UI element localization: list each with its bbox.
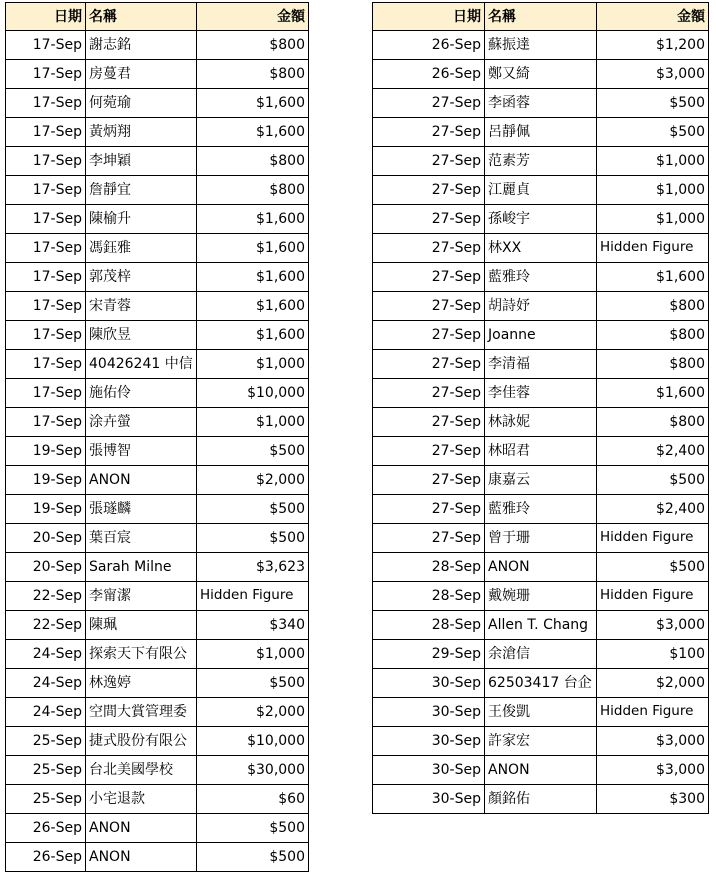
date-cell[interactable]: 27-Sep bbox=[373, 176, 485, 205]
date-cell[interactable]: 27-Sep bbox=[373, 437, 485, 466]
name-cell[interactable]: 張博智 bbox=[86, 437, 197, 466]
date-cell[interactable]: 20-Sep bbox=[6, 553, 86, 582]
name-cell[interactable]: 范素芳 bbox=[485, 147, 597, 176]
table-row bbox=[6, 89, 309, 118]
table-row bbox=[6, 437, 309, 466]
name-cell[interactable]: ANON bbox=[86, 814, 197, 843]
name-cell[interactable]: 蘇振達 bbox=[485, 31, 597, 60]
date-cell[interactable]: 27-Sep bbox=[373, 205, 485, 234]
name-cell[interactable]: 施佑伶 bbox=[86, 379, 197, 408]
name-cell[interactable]: 林昭君 bbox=[485, 437, 597, 466]
table-row bbox=[6, 640, 309, 669]
name-cell[interactable]: 王俊凱 bbox=[485, 698, 597, 727]
name-cell[interactable]: 台北美國學校 bbox=[86, 756, 197, 785]
date-cell[interactable]: 27-Sep bbox=[373, 466, 485, 495]
amount-cell[interactable]: $500 bbox=[197, 495, 309, 524]
amount-cell[interactable]: $2,400 bbox=[597, 495, 709, 524]
name-cell[interactable]: 張璲麟 bbox=[86, 495, 197, 524]
amount-cell[interactable]: $10,000 bbox=[197, 379, 309, 408]
amount-cell[interactable]: $2,000 bbox=[197, 466, 309, 495]
name-cell[interactable]: 涂卉螢 bbox=[86, 408, 197, 437]
name-cell[interactable]: 江麗貞 bbox=[485, 176, 597, 205]
date-cell[interactable]: 26-Sep bbox=[373, 31, 485, 60]
name-cell[interactable]: Sarah Milne bbox=[86, 553, 197, 582]
amount-cell[interactable]: $500 bbox=[597, 118, 709, 147]
date-cell[interactable]: 26-Sep bbox=[6, 814, 86, 843]
date-header[interactable]: 日期 bbox=[6, 3, 86, 31]
amount-cell[interactable]: $500 bbox=[597, 89, 709, 118]
date-cell[interactable]: 30-Sep bbox=[373, 785, 485, 814]
name-cell[interactable]: 李佳蓉 bbox=[485, 379, 597, 408]
name-cell[interactable]: 黃炳翔 bbox=[86, 118, 197, 147]
table-row bbox=[373, 147, 709, 176]
table-row bbox=[6, 582, 309, 611]
name-header[interactable]: 名稱 bbox=[86, 3, 197, 31]
name-cell[interactable]: 余滄信 bbox=[485, 640, 597, 669]
date-cell[interactable]: 27-Sep bbox=[373, 408, 485, 437]
table-row bbox=[6, 785, 309, 814]
name-cell[interactable]: ANON bbox=[485, 553, 597, 582]
amount-cell[interactable]: $800 bbox=[597, 292, 709, 321]
table-row bbox=[6, 466, 309, 495]
amount-cell[interactable]: Hidden Figure bbox=[597, 582, 709, 611]
table-row bbox=[6, 698, 309, 727]
amount-cell[interactable]: $2,400 bbox=[597, 437, 709, 466]
amount-cell[interactable]: $1,600 bbox=[197, 89, 309, 118]
amount-cell[interactable]: $30,000 bbox=[197, 756, 309, 785]
amount-cell[interactable]: $800 bbox=[197, 176, 309, 205]
name-cell[interactable]: 鄭又綺 bbox=[485, 60, 597, 89]
table-row bbox=[373, 118, 709, 147]
amount-cell[interactable]: $1,000 bbox=[597, 147, 709, 176]
name-cell[interactable]: 陳珮 bbox=[86, 611, 197, 640]
table-row bbox=[6, 350, 309, 379]
amount-cell[interactable]: $1,000 bbox=[197, 640, 309, 669]
table-row bbox=[373, 437, 709, 466]
date-cell[interactable]: 25-Sep bbox=[6, 756, 86, 785]
amount-cell[interactable]: $800 bbox=[197, 31, 309, 60]
name-cell[interactable]: 葉百宸 bbox=[86, 524, 197, 553]
table-row bbox=[6, 408, 309, 437]
date-cell[interactable]: 28-Sep bbox=[373, 611, 485, 640]
date-cell[interactable]: 17-Sep bbox=[6, 379, 86, 408]
table-row bbox=[373, 350, 709, 379]
amount-cell[interactable]: $1,600 bbox=[197, 234, 309, 263]
amount-cell[interactable]: $10,000 bbox=[197, 727, 309, 756]
amount-cell[interactable]: $1,600 bbox=[597, 379, 709, 408]
amount-cell[interactable]: $1,600 bbox=[197, 263, 309, 292]
name-cell[interactable]: 探索天下有限公 bbox=[86, 640, 197, 669]
amount-cell[interactable]: $3,000 bbox=[597, 60, 709, 89]
table-row bbox=[6, 379, 309, 408]
name-cell[interactable]: 小宅退款 bbox=[86, 785, 197, 814]
table-row bbox=[373, 553, 709, 582]
table-row bbox=[373, 524, 709, 553]
table-row bbox=[373, 31, 709, 60]
table-row bbox=[6, 756, 309, 785]
name-cell[interactable]: 郭茂梓 bbox=[86, 263, 197, 292]
amount-cell[interactable]: $500 bbox=[197, 437, 309, 466]
date-cell[interactable]: 22-Sep bbox=[6, 611, 86, 640]
table-row bbox=[373, 292, 709, 321]
name-cell[interactable]: 宋青蓉 bbox=[86, 292, 197, 321]
date-cell[interactable]: 27-Sep bbox=[373, 495, 485, 524]
date-cell[interactable]: 30-Sep bbox=[373, 727, 485, 756]
date-cell[interactable]: 24-Sep bbox=[6, 698, 86, 727]
name-cell[interactable]: ANON bbox=[86, 843, 197, 872]
name-cell[interactable]: 李甯潔 bbox=[86, 582, 197, 611]
table-row bbox=[6, 147, 309, 176]
name-cell[interactable]: 李函蓉 bbox=[485, 89, 597, 118]
date-cell[interactable]: 17-Sep bbox=[6, 31, 86, 60]
amount-cell[interactable]: $500 bbox=[197, 524, 309, 553]
table-row bbox=[373, 727, 709, 756]
date-cell[interactable]: 17-Sep bbox=[6, 350, 86, 379]
amount-cell[interactable]: $500 bbox=[197, 814, 309, 843]
name-cell[interactable]: ANON bbox=[86, 466, 197, 495]
header-row bbox=[6, 3, 309, 31]
date-cell[interactable]: 27-Sep bbox=[373, 292, 485, 321]
date-cell[interactable]: 27-Sep bbox=[373, 118, 485, 147]
name-cell[interactable]: 許家宏 bbox=[485, 727, 597, 756]
amount-cell[interactable]: $60 bbox=[197, 785, 309, 814]
table-row bbox=[6, 814, 309, 843]
table-row bbox=[373, 60, 709, 89]
amount-cell[interactable]: $500 bbox=[597, 553, 709, 582]
date-cell[interactable]: 17-Sep bbox=[6, 176, 86, 205]
date-cell[interactable]: 17-Sep bbox=[6, 89, 86, 118]
date-cell[interactable]: 27-Sep bbox=[373, 234, 485, 263]
table-row bbox=[6, 495, 309, 524]
amount-header[interactable]: 金額 bbox=[197, 3, 309, 31]
date-cell[interactable]: 27-Sep bbox=[373, 263, 485, 292]
name-cell[interactable]: 藍雅玲 bbox=[485, 263, 597, 292]
header-row bbox=[373, 3, 709, 31]
date-cell[interactable]: 27-Sep bbox=[373, 350, 485, 379]
name-cell[interactable]: 李坤穎 bbox=[86, 147, 197, 176]
table-row bbox=[6, 205, 309, 234]
name-cell[interactable]: 林逸婷 bbox=[86, 669, 197, 698]
date-cell[interactable]: 30-Sep bbox=[373, 756, 485, 785]
name-cell[interactable]: 曾于珊 bbox=[485, 524, 597, 553]
amount-cell[interactable]: $3,000 bbox=[597, 727, 709, 756]
amount-cell[interactable]: Hidden Figure bbox=[597, 234, 709, 263]
date-cell[interactable]: 24-Sep bbox=[6, 640, 86, 669]
name-header[interactable]: 名稱 bbox=[485, 3, 597, 31]
donation-table-right bbox=[372, 2, 709, 814]
table-row bbox=[373, 611, 709, 640]
table-row bbox=[373, 321, 709, 350]
table-row bbox=[6, 118, 309, 147]
date-cell[interactable]: 17-Sep bbox=[6, 321, 86, 350]
date-cell[interactable]: 28-Sep bbox=[373, 553, 485, 582]
amount-cell[interactable]: $2,000 bbox=[197, 698, 309, 727]
date-cell[interactable]: 17-Sep bbox=[6, 263, 86, 292]
date-cell[interactable]: 30-Sep bbox=[373, 698, 485, 727]
name-cell[interactable]: 陳欣昱 bbox=[86, 321, 197, 350]
amount-cell[interactable]: $1,600 bbox=[597, 263, 709, 292]
amount-cell[interactable]: $1,200 bbox=[597, 31, 709, 60]
date-cell[interactable]: 30-Sep bbox=[373, 669, 485, 698]
date-cell[interactable]: 27-Sep bbox=[373, 379, 485, 408]
date-cell[interactable]: 17-Sep bbox=[6, 292, 86, 321]
name-cell[interactable]: Allen T. Chang bbox=[485, 611, 597, 640]
amount-cell[interactable]: Hidden Figure bbox=[197, 582, 309, 611]
table-row bbox=[373, 408, 709, 437]
table-row bbox=[6, 60, 309, 89]
table-row bbox=[6, 31, 309, 60]
date-cell[interactable]: 28-Sep bbox=[373, 582, 485, 611]
name-cell[interactable]: 康嘉云 bbox=[485, 466, 597, 495]
date-cell[interactable]: 17-Sep bbox=[6, 147, 86, 176]
name-cell[interactable]: 40426241 中信 bbox=[86, 350, 197, 379]
date-cell[interactable]: 17-Sep bbox=[6, 118, 86, 147]
table-row bbox=[373, 756, 709, 785]
table-row bbox=[6, 524, 309, 553]
amount-cell[interactable]: $3,623 bbox=[197, 553, 309, 582]
amount-cell[interactable]: Hidden Figure bbox=[597, 524, 709, 553]
date-header[interactable]: 日期 bbox=[373, 3, 485, 31]
date-cell[interactable]: 19-Sep bbox=[6, 437, 86, 466]
name-cell[interactable]: 林詠妮 bbox=[485, 408, 597, 437]
amount-cell[interactable]: $1,600 bbox=[197, 321, 309, 350]
date-cell[interactable]: 27-Sep bbox=[373, 89, 485, 118]
amount-cell[interactable]: $1,000 bbox=[597, 176, 709, 205]
table-row bbox=[6, 843, 309, 872]
name-cell[interactable]: 藍雅玲 bbox=[485, 495, 597, 524]
name-cell[interactable]: 62503417 台企 bbox=[485, 669, 597, 698]
name-cell[interactable]: 何菀瑜 bbox=[86, 89, 197, 118]
date-cell[interactable]: 19-Sep bbox=[6, 466, 86, 495]
amount-cell[interactable]: $1,600 bbox=[197, 205, 309, 234]
amount-cell[interactable]: $2,000 bbox=[597, 669, 709, 698]
name-cell[interactable]: 孫峻宇 bbox=[485, 205, 597, 234]
table-row bbox=[373, 785, 709, 814]
table-row bbox=[373, 640, 709, 669]
table-row bbox=[373, 698, 709, 727]
table-row bbox=[373, 466, 709, 495]
table-row bbox=[373, 89, 709, 118]
date-cell[interactable]: 17-Sep bbox=[6, 60, 86, 89]
name-cell[interactable]: 房蔓君 bbox=[86, 60, 197, 89]
table-row bbox=[373, 495, 709, 524]
date-cell[interactable]: 17-Sep bbox=[6, 205, 86, 234]
amount-header[interactable]: 金額 bbox=[597, 3, 709, 31]
date-cell[interactable]: 20-Sep bbox=[6, 524, 86, 553]
table-row bbox=[6, 321, 309, 350]
name-cell[interactable]: 呂靜佩 bbox=[485, 118, 597, 147]
name-cell[interactable]: ANON bbox=[485, 756, 597, 785]
table-row bbox=[373, 234, 709, 263]
table-row bbox=[6, 176, 309, 205]
name-cell[interactable]: 胡詩妤 bbox=[485, 292, 597, 321]
table-row bbox=[6, 727, 309, 756]
table-row bbox=[6, 669, 309, 698]
date-cell[interactable]: 29-Sep bbox=[373, 640, 485, 669]
amount-cell[interactable]: $500 bbox=[197, 843, 309, 872]
name-cell[interactable]: Joanne bbox=[485, 321, 597, 350]
table-row bbox=[6, 234, 309, 263]
name-cell[interactable]: 李清福 bbox=[485, 350, 597, 379]
amount-cell[interactable]: $500 bbox=[597, 466, 709, 495]
table-row bbox=[373, 669, 709, 698]
name-cell[interactable]: 林XX bbox=[485, 234, 597, 263]
date-cell[interactable]: 25-Sep bbox=[6, 727, 86, 756]
table-row bbox=[6, 263, 309, 292]
table-row bbox=[6, 553, 309, 582]
table-row bbox=[6, 611, 309, 640]
amount-cell[interactable]: $300 bbox=[597, 785, 709, 814]
amount-cell[interactable]: $800 bbox=[197, 60, 309, 89]
name-cell[interactable]: 顏銘佑 bbox=[485, 785, 597, 814]
donation-table-left bbox=[5, 2, 309, 872]
name-cell[interactable]: 謝志銘 bbox=[86, 31, 197, 60]
date-cell[interactable]: 19-Sep bbox=[6, 495, 86, 524]
date-cell[interactable]: 27-Sep bbox=[373, 524, 485, 553]
amount-cell[interactable]: $3,000 bbox=[597, 611, 709, 640]
name-cell[interactable]: 陳榆升 bbox=[86, 205, 197, 234]
amount-cell[interactable]: $100 bbox=[597, 640, 709, 669]
amount-cell[interactable]: $1,000 bbox=[197, 350, 309, 379]
amount-cell[interactable]: $1,600 bbox=[197, 292, 309, 321]
date-cell[interactable]: 22-Sep bbox=[6, 582, 86, 611]
amount-cell[interactable]: $800 bbox=[597, 408, 709, 437]
table-row bbox=[373, 263, 709, 292]
date-cell[interactable]: 24-Sep bbox=[6, 669, 86, 698]
amount-cell[interactable]: $800 bbox=[197, 147, 309, 176]
amount-cell[interactable]: $800 bbox=[597, 321, 709, 350]
amount-cell[interactable]: $800 bbox=[597, 350, 709, 379]
name-cell[interactable]: 馮鈺雅 bbox=[86, 234, 197, 263]
date-cell[interactable]: 26-Sep bbox=[6, 843, 86, 872]
amount-cell[interactable]: $1,600 bbox=[197, 118, 309, 147]
amount-cell[interactable]: $1,000 bbox=[197, 408, 309, 437]
date-cell[interactable]: 26-Sep bbox=[373, 60, 485, 89]
amount-cell[interactable]: $500 bbox=[197, 669, 309, 698]
date-cell[interactable]: 27-Sep bbox=[373, 147, 485, 176]
name-cell[interactable]: 詹靜宜 bbox=[86, 176, 197, 205]
table-row bbox=[6, 292, 309, 321]
name-cell[interactable]: 空間大賞管理委 bbox=[86, 698, 197, 727]
amount-cell[interactable]: Hidden Figure bbox=[597, 698, 709, 727]
date-cell[interactable]: 17-Sep bbox=[6, 234, 86, 263]
table-row bbox=[373, 205, 709, 234]
table-row bbox=[373, 582, 709, 611]
name-cell[interactable]: 戴婉珊 bbox=[485, 582, 597, 611]
date-cell[interactable]: 27-Sep bbox=[373, 321, 485, 350]
table-row bbox=[373, 176, 709, 205]
table-row bbox=[373, 379, 709, 408]
date-cell[interactable]: 25-Sep bbox=[6, 785, 86, 814]
name-cell[interactable]: 捷式股份有限公 bbox=[86, 727, 197, 756]
amount-cell[interactable]: $3,000 bbox=[597, 756, 709, 785]
amount-cell[interactable]: $340 bbox=[197, 611, 309, 640]
amount-cell[interactable]: $1,000 bbox=[597, 205, 709, 234]
date-cell[interactable]: 17-Sep bbox=[6, 408, 86, 437]
